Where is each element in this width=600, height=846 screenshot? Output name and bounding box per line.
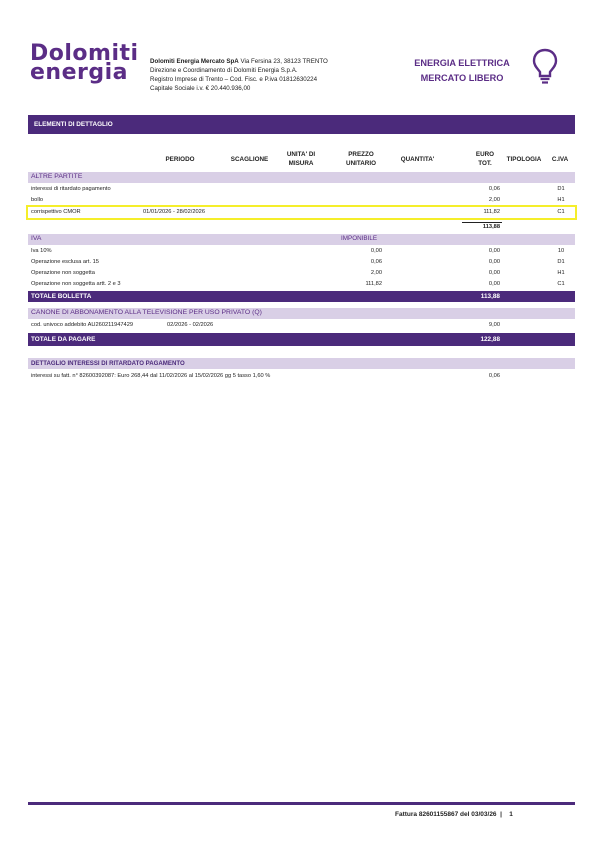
iva-row-desc: Operazione esclusa art. 15 — [31, 259, 99, 265]
altre-partite-header — [28, 172, 575, 183]
col-unita — [276, 150, 326, 168]
canone-header — [28, 308, 575, 319]
logo-line1: Dolomiti — [30, 41, 139, 66]
col-euro-line2: TOT. — [478, 160, 492, 167]
iva-row-euro: 0,00 — [488, 281, 500, 287]
totale-pagare-bar — [28, 333, 575, 346]
totale-pagare-label: TOTALE DA PAGARE — [31, 336, 96, 343]
interessi-euro: 0,06 — [488, 373, 500, 379]
canone-euro: 9,00 — [488, 322, 500, 328]
row-euro: 111,82 — [483, 209, 500, 215]
company-address: Via Fersina 23, 38123 TRENTO — [240, 58, 328, 65]
footer-divider — [28, 802, 575, 805]
iva-row-civa: D1 — [557, 259, 565, 265]
altre-partite-title: ALTRE PARTITE — [31, 173, 83, 180]
row-desc: corrispettivo CMOR — [31, 209, 81, 215]
iva-row-euro: 0,00 — [488, 270, 500, 276]
row-euro: 0,06 — [488, 186, 500, 192]
interessi-desc: interessi su fatt. n° 82600392087: Euro 268,44 dal 11/02/2026 al 15/02/2026 gg 5 tasso 1,60 % — [31, 373, 271, 379]
col-tipologia: TIPOLOGIA — [506, 156, 542, 163]
product-line2: MERCATO LIBERO — [420, 73, 504, 83]
company-line3: Registro Imprese di Trento – Cod. Fisc. e P.iva 01812630224 — [150, 76, 318, 83]
iva-header — [28, 234, 575, 245]
section-title: ELEMENTI DI DETTAGLIO — [34, 121, 113, 128]
interessi-title: DETTAGLIO INTERESSI DI RITARDATO PAGAMENTO — [31, 360, 185, 367]
iva-row-civa: C1 — [557, 281, 565, 287]
row-civa: H1 — [557, 197, 565, 203]
col-prezzo — [336, 150, 386, 168]
totale-bolletta-value: 113,88 — [480, 293, 500, 300]
row-desc: bollo — [31, 197, 44, 203]
altre-partite-subtotal: 113,88 — [482, 224, 500, 230]
row-periodo: 01/01/2026 - 28/02/2026 — [143, 209, 205, 215]
iva-row-civa: H1 — [557, 270, 565, 276]
col-scaglione: SCAGLIONE — [230, 156, 269, 163]
iva-row-imponibile: 0,00 — [370, 248, 382, 254]
company-line2: Direzione e Coordinamento di Dolomiti Energia S.p.A. — [150, 67, 298, 74]
row-civa: C1 — [557, 209, 565, 215]
product-line1: ENERGIA ELETTRICA — [414, 58, 510, 68]
interessi-header — [28, 358, 575, 369]
iva-row-imponibile: 111,82 — [365, 281, 382, 287]
row-desc: interessi di ritardato pagamento — [31, 186, 111, 192]
totale-bolletta-label: TOTALE BOLLETTA — [31, 293, 92, 300]
company-logo — [30, 41, 139, 85]
canone-title: CANONE DI ABBONAMENTO ALLA TELEVISIONE PER USO PRIVATO (Q) — [31, 309, 262, 316]
iva-row-desc: Iva 10% — [31, 248, 52, 254]
iva-row-imponibile: 2,00 — [370, 270, 382, 276]
imponibile-label: IMPONIBILE — [341, 235, 378, 242]
company-name: Dolomiti Energia Mercato SpA — [150, 58, 239, 65]
iva-row-desc: Operazione non soggetta — [31, 270, 95, 276]
col-prezzo-line2: UNITARIO — [346, 160, 376, 167]
footer-page: 1 — [509, 811, 513, 818]
col-euro — [465, 150, 505, 168]
col-civa: C.IVA — [551, 156, 569, 163]
col-unita-line2: MISURA — [288, 160, 314, 167]
col-quantita: QUANTITA' — [400, 156, 435, 163]
company-line4: Capitale Sociale i.v. € 20.440.936,00 — [150, 85, 251, 92]
company-info — [150, 57, 328, 93]
canone-periodo: 02/2026 - 02/2026 — [167, 322, 214, 328]
iva-row-imponibile: 0,06 — [370, 259, 382, 265]
canone-desc: cod. univoco addebito AU260211947429 — [31, 322, 134, 328]
footer-label: Fattura 82601155867 del 03/03/26 — [395, 811, 497, 818]
iva-row-euro: 0,00 — [488, 248, 500, 254]
subtotal-divider — [462, 222, 502, 223]
totale-bolletta-bar — [28, 291, 575, 302]
product-title — [392, 56, 532, 86]
footer-invoice: Fattura 82601155867 del 03/03/26 | 1 — [395, 811, 513, 818]
col-periodo: PERIODO — [165, 156, 195, 163]
col-prezzo-line1: PREZZO — [348, 151, 374, 158]
row-euro: 2,00 — [488, 197, 500, 203]
iva-title: IVA — [31, 235, 42, 242]
iva-row-euro: 0,00 — [488, 259, 500, 265]
logo-line2: energia — [30, 60, 128, 85]
section-title-bar — [28, 115, 575, 134]
col-unita-line1: UNITA' DI — [286, 151, 316, 158]
lightbulb-icon — [532, 48, 558, 91]
col-euro-line1: EURO — [475, 151, 495, 158]
iva-row-civa: 10 — [557, 248, 565, 254]
iva-row-desc: Operazione non soggetta artt. 2 e 3 — [31, 281, 121, 287]
totale-pagare-value: 122,88 — [480, 336, 500, 343]
row-civa: D1 — [557, 186, 565, 192]
